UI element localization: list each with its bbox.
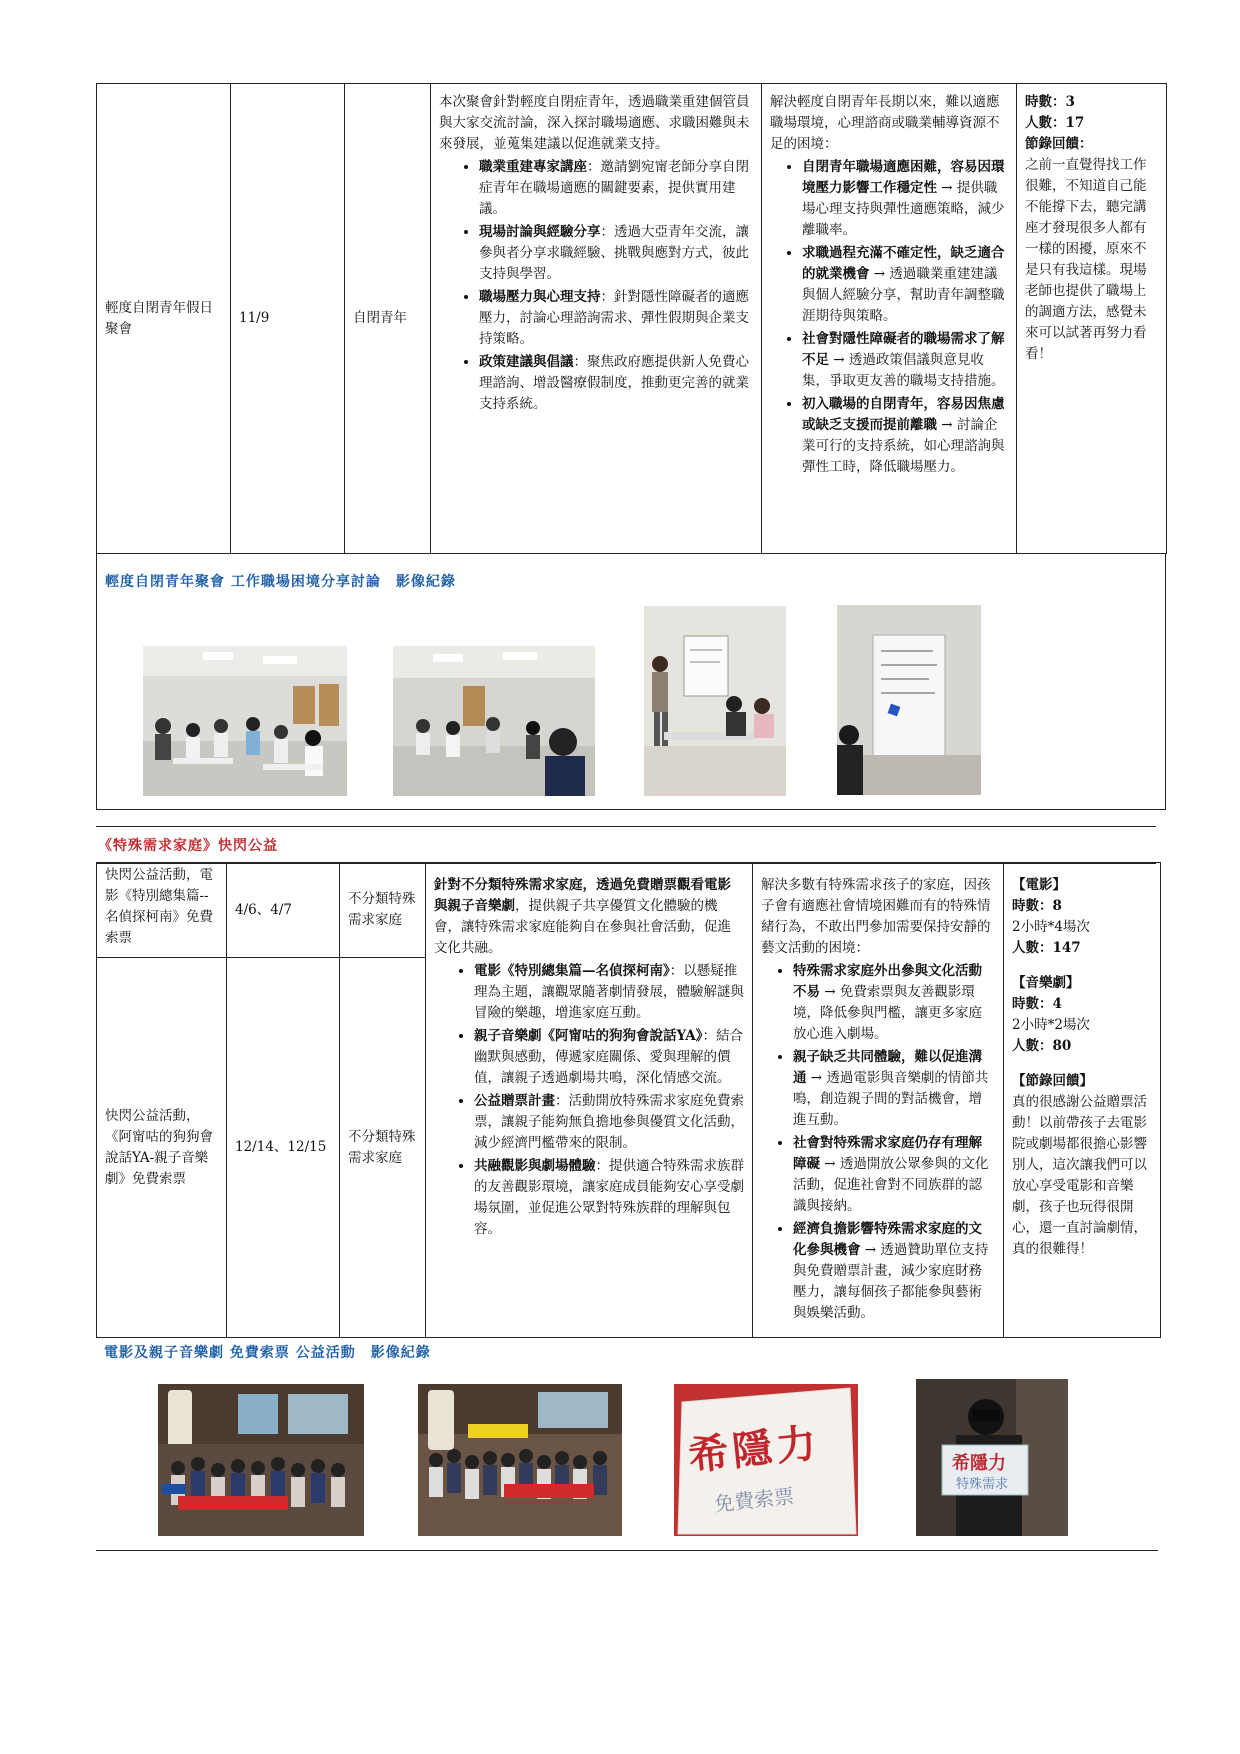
music-detail: 2小時*2場次 [1012, 1017, 1090, 1033]
content-cell [431, 84, 762, 554]
people-value: 人數：17 [1025, 115, 1085, 131]
table-row [97, 84, 1167, 554]
problem-list [761, 961, 995, 1324]
photo-caption: 輕度自閉青年聚會 工作職場困境分享討論 影像紀錄 [105, 574, 456, 590]
problem-intro: 解決輕度自閉青年長期以來，難以適應職場環境，心理諮商或職業輔導資源不足的困境： [770, 94, 1000, 152]
movie-people: 人數：147 [1012, 940, 1081, 956]
problem-list [770, 157, 1008, 478]
activity-cell: 快閃公益活動，電影《特別總集篇--名偵探柯南》免費索票 [97, 863, 227, 958]
content-list [439, 157, 753, 415]
list-item: • 親子音樂劇《阿甯咕的狗狗會說話YA》：結合幽默與感動，傳遞家庭關係、愛與理解的價值，讓親子透過劇場共鳴，深化情感交流。 [474, 1026, 744, 1089]
problem-cell [753, 863, 1004, 1338]
list-item: • 初入職場的自閉青年，容易因焦慮或缺乏支援而提前離職 → 討論企業可行的支持系統，如心理諮詢與彈性工時，降低職場壓力。 [802, 394, 1008, 478]
activity-cell: 快閃公益活動，《阿甯咕的狗狗會說話YA-親子音樂劇》免費索票 [97, 958, 227, 1338]
feedback-title: 節錄回饋： [1025, 136, 1093, 152]
feedback-text: 真的很感謝公益贈票活動！以前帶孩子去電影院或劇場都很擔心影響別人，這次讓我們可以放心享受電影和音樂劇，孩子也玩得很開心，還一直討論劇情，真的很難得！ [1012, 1094, 1147, 1257]
music-hours: 時數：4 [1012, 996, 1062, 1012]
list-item: • 職業重建專家講座：邀請劉宛甯老師分享自閉症青年在職場適應的關鍵要素，提供實用建議。 [479, 157, 753, 220]
music-people: 人數：80 [1012, 1038, 1072, 1054]
result-cell [1004, 863, 1161, 1338]
problem-cell [762, 84, 1017, 554]
target-cell: 不分類特殊需求家庭 [340, 863, 426, 958]
list-item: • 電影《特別總集篇—名偵探柯南》：以懸疑推理為主題，讓觀眾隨著劇情發展，體驗解謎與冒險的樂趣，增進家庭互動。 [474, 961, 744, 1024]
list-item: • 社會對特殊需求家庭仍存有理解障礙 → 透過開放公眾參與的文化活動，促進社會對不同族群的認識與接納。 [793, 1133, 995, 1217]
list-item: • 經濟負擔影響特殊需求家庭的文化參與機會 → 透過贊助單位支持與免費贈票計畫，減少家庭財務壓力，讓每個孩子都能參與藝術與娛樂活動。 [793, 1219, 995, 1324]
list-item: • 親子缺乏共同體驗，難以促進溝通 → 透過電影與音樂劇的情節共鳴，創造親子間的對話機會，增進互動。 [793, 1047, 995, 1131]
list-item: • 共融觀影與劇場體驗：提供適合特殊需求族群的友善觀影環境，讓家庭成員能夠安心享受劇場氛圍，並促進公眾對特殊族群的理解與包容。 [474, 1156, 744, 1240]
content-intro: 本次聚會針對輕度自閉症青年，透過職業重建個管員與大家交流討論，深入探討職場適應、求職困難與未來發展，並蒐集建議以促進就業支持。 [439, 94, 750, 152]
activity-cell: 輕度自閉青年假日聚會 [97, 84, 231, 554]
problem-intro: 解決多數有特殊需求孩子的家庭，因孩子會有適應社會情境困難而有的特殊情緒行為，不敢出門參加需要保持安靜的藝文活動的困境： [761, 877, 991, 956]
movie-hours: 時數：8 [1012, 898, 1062, 914]
movie-title: 【電影】 [1012, 877, 1066, 893]
photo-record-box [96, 1326, 1158, 1551]
date-cell: 12/14、12/15 [227, 958, 340, 1338]
section-title: 《特殊需求家庭》快閃公益 [98, 838, 278, 854]
list-item: • 政策建議與倡議：聚焦政府應提供新人免費心理諮詢、增設醫療假制度，推動更完善的就業支持系統。 [479, 352, 753, 415]
sign-subtext: 特殊需求 [956, 1477, 1009, 1492]
date-cell: 4/6、4/7 [227, 863, 340, 958]
sign-photo [674, 1384, 858, 1536]
list-item: • 現場討論與經驗分享：透過大亞青年交流，讓參與者分享求職經驗、挑戰與應對方式，彼此支持與學習。 [479, 222, 753, 285]
list-item: • 社會對隱性障礙者的職場需求了解不足 → 透過政策倡議與意見收集，爭取更友善的職場支持措施。 [802, 329, 1008, 392]
content-cell [426, 863, 753, 1338]
feedback-text: 之前一直覺得找工作很難，不知道自己能不能撐下去，聽完講座才發現很多人都有一樣的困擾，原來不是只有我這樣。現場老師也提供了職場上的調適方法，感覺未來可以試著再努力看看！ [1025, 157, 1147, 362]
date-cell: 11/9 [231, 84, 345, 554]
target-cell: 自閉青年 [345, 84, 431, 554]
list-item: • 職場壓力與心理支持：針對隱性障礙者的適應壓力，討論心理諮詢需求、彈性假期與企業支持策略。 [479, 287, 753, 350]
result-cell [1017, 84, 1167, 554]
feedback-title: 【節錄回饋】 [1012, 1073, 1093, 1089]
sign-photo [916, 1379, 1068, 1536]
music-title: 【音樂劇】 [1012, 975, 1080, 991]
meeting-photo [143, 646, 347, 796]
table-row [97, 863, 1161, 958]
hours-value: 時數：3 [1025, 94, 1075, 110]
movie-detail: 2小時*4場次 [1012, 919, 1090, 935]
list-item: • 公益贈票計畫：活動開放特殊需求家庭免費索票，讓親子能夠無負擔地參與優質文化活動，減少經濟門檻帶來的限制。 [474, 1091, 744, 1154]
section-header [96, 826, 1156, 864]
photo-record-box [96, 553, 1166, 810]
meeting-photo [837, 605, 981, 795]
target-cell: 不分類特殊需求家庭 [340, 958, 426, 1338]
list-item: • 求職過程充滿不確定性，缺乏適合的就業機會 → 透過職業重建建議與個人經驗分享，幫助青年調整職涯期待與策略。 [802, 243, 1008, 327]
content-intro: 針對不分類特殊需求家庭，透過免費贈票觀看電影與親子音樂劇，提供親子共享優質文化體驗的機會，讓特殊需求家庭能夠自在參與社會活動，促進文化共融。 [434, 877, 731, 956]
meeting-photo [644, 606, 786, 796]
sign-subtext: 免費索票 [713, 1483, 796, 1517]
group-photo [418, 1384, 622, 1536]
charity-table [96, 862, 1161, 1338]
sign-text: 希隱力 [952, 1453, 1006, 1474]
group-photo [158, 1384, 364, 1536]
sign-text: 希隱力 [686, 1420, 823, 1480]
photo-caption: 電影及親子音樂劇 免費索票 公益活動 影像紀錄 [104, 1345, 431, 1361]
list-item: • 特殊需求家庭外出參與文化活動不易 → 免費索票與友善觀影環境，降低參與門檻，讓更多家庭放心進入劇場。 [793, 961, 995, 1045]
meeting-photo [393, 646, 595, 796]
content-list [434, 961, 744, 1240]
list-item: • 自閉青年職場適應困難，容易因環境壓力影響工作穩定性 → 提供職場心理支持與彈性適應策略，減少離職率。 [802, 157, 1008, 241]
workshop-table [96, 83, 1167, 554]
